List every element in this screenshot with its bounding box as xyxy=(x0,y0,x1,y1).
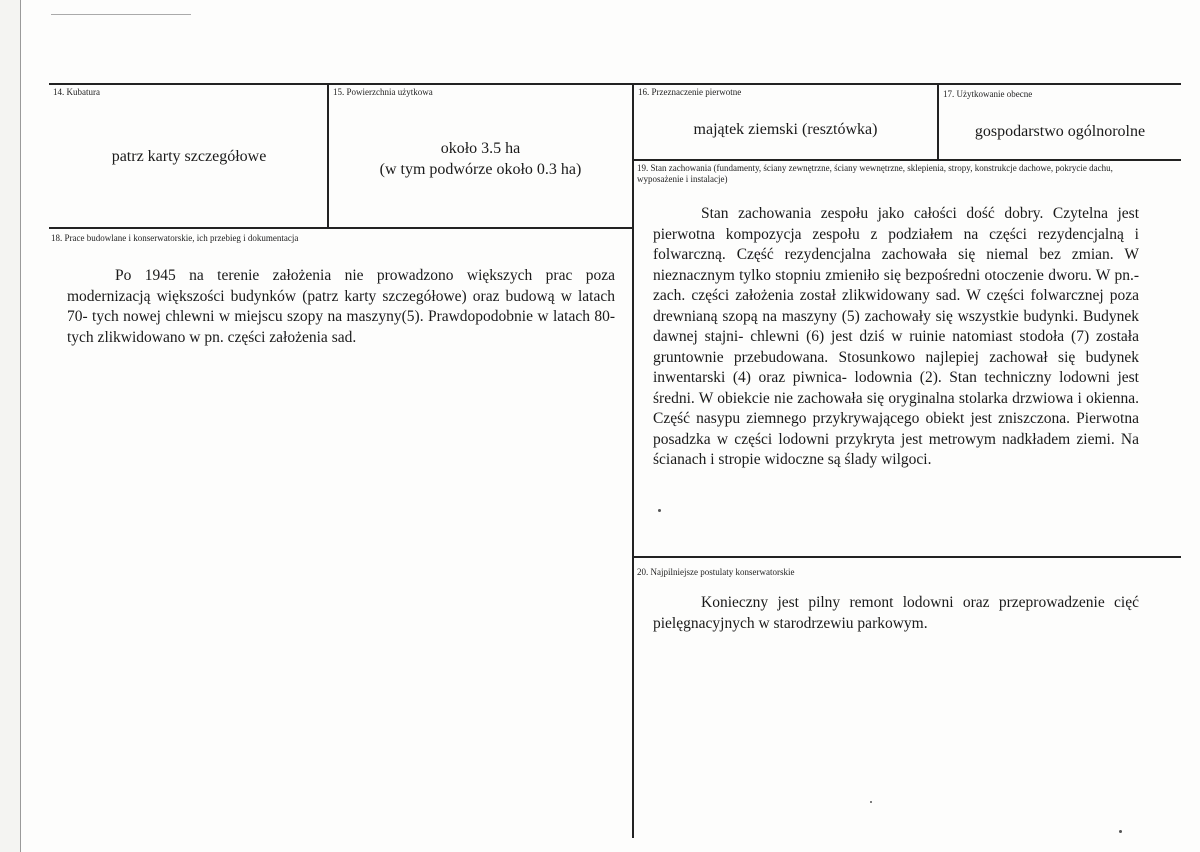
grid-top-line xyxy=(49,83,1181,85)
field-20-label: 20. Najpilniejsze postulaty konserwatorskie xyxy=(637,567,795,577)
field-16-label: 16. Przeznaczenie pierwotne xyxy=(638,87,742,97)
field-19-text: Stan zachowania zespołu jako całości dość dobry. Czytelna jest pierwotna kompozycja zespołu z podziałem na części rezydencjalną i folwarczną. Część rezydencjalna zachowała się niemal bez zmian. W nieznacznym tylko stopniu zmieniło się bezpośredni otoczenie dworu. W pn.- zach. części założenia został zlikwidowany sad. W części folwarcznej poza drewnianą szopą na maszyny (5) zachowały się wszystkie budynki. Budynek dawnej stajni- chlewni (6) jest dziś w ruinie natomiast stodoła (7) została gruntownie przebudowana. Stosunkowo najlepiej zachował się budynek inwentarski (4) oraz piwnica- lodownia (2). Stan techniczny lodowni jest średni. W obiekcie nie zachowała się oryginalna stolarka drzwiowa i okienna. Część nasypu ziemnego przykrywającego obiekt jest zniszczona. Pierwotna posadzka w części lodowni przykryta jest metrowym nadkładem ziemi. Na ścianach i stropie widoczne są ślady wilgoci. xyxy=(653,205,1139,468)
scan-speck xyxy=(870,801,872,803)
field-15-label: 15. Powierzchnia użytkowa xyxy=(333,87,433,97)
grid-line-18 xyxy=(49,227,634,229)
field-17-value: gospodarstwo ogólnorolne xyxy=(974,123,1146,140)
field-17-label: 17. Użytkowanie obecne xyxy=(943,89,1033,99)
top-rule xyxy=(51,14,191,15)
grid-line-19 xyxy=(632,159,1181,161)
field-18-text: Po 1945 na terenie założenia nie prowadzono większych prac poza modernizacją większości budynków (patrz karty szczegółowe) oraz budową w latach 70- tych nowej chlewni w miejscu szopy na maszyny(5). Prawdopodobnie w latach 80- tych zlikwidowano w pn. części założenia sad. xyxy=(67,267,615,346)
field-14-label: 14. Kubatura xyxy=(53,87,100,97)
field-18-label: 18. Prace budowlane i konserwatorskie, ich przebieg i dokumentacja xyxy=(51,233,299,243)
field-14-value: patrz karty szczegółowe xyxy=(111,148,267,165)
field-15-value-line1: około 3.5 ha xyxy=(440,140,521,157)
field-19-label: 19. Stan zachowania (fundamenty, ściany zewnętrzne, ściany wewnętrzne, sklepienia, stropy, konstrukcje dachowe, pokrycie dachu, wyposażenie i instalacje) xyxy=(637,163,1113,184)
grid-center-divider xyxy=(632,83,634,838)
field-15-value-line2: (w tym podwórze około 0.3 ha) xyxy=(379,161,582,178)
scan-speck xyxy=(658,509,661,512)
form-sheet xyxy=(20,0,1200,852)
scan-speck xyxy=(1119,830,1122,833)
field-20-text: Konieczny jest pilny remont lodowni oraz przeprowadzenie cięć pielęgnacyjnych w starodrzewiu parkowym. xyxy=(653,594,1139,632)
field-16-value: majątek ziemski (resztówka) xyxy=(693,121,878,138)
grid-line-20 xyxy=(632,556,1181,558)
